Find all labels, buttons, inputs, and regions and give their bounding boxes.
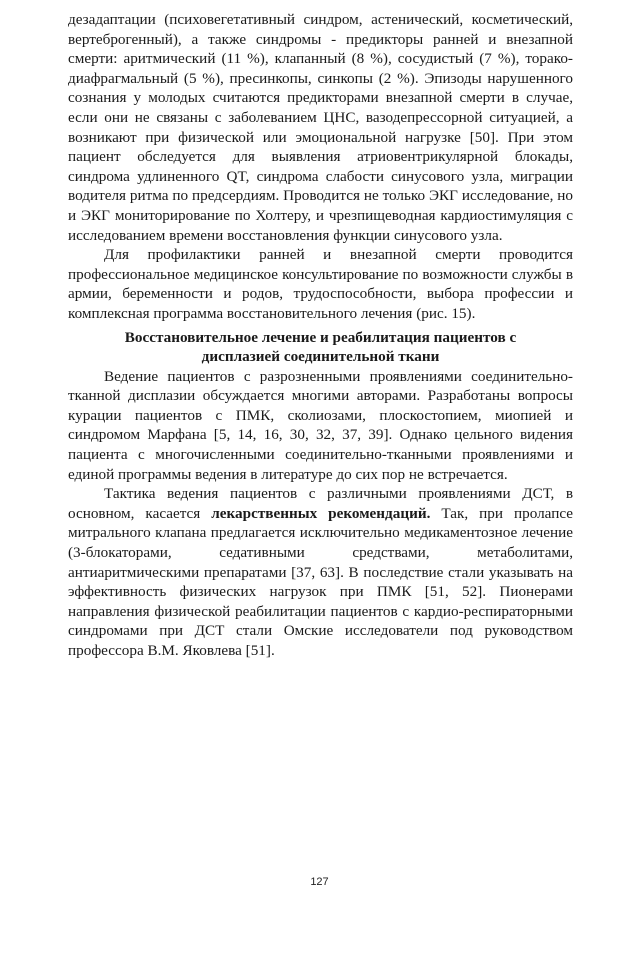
page-number: 127 <box>310 876 329 888</box>
tactics-text-end: Так, при пролапсе митрального клапана предлагается исключительно медикаментозное лечение (3-блокаторами, седативными средствами, метаболитами, антиаритмическими препаратами [37, 63]. В последствие стали указывать на эффективность физических нагрузок при ПМК [51, 52]. Пионерами направления физической реабилитации пациентов с кардио-респираторными синдромами при ДСТ стали Омские исследователи под руководством профессора В.М. Яковлева [51]. <box>68 504 574 659</box>
tactics-text-start: Тактика ведения пациентов с различными проявлениями ДСТ, в основном, касается <box>68 485 573 522</box>
section-heading-line-2: дисплазией соединительной ткани <box>201 348 440 366</box>
paragraph-syndromes: дезадаптации (психовегетативный синдром, астенический, косметический, вертеброгенный), а также синдромы - предикторы ранней и внезапной смерти: аритмический (11 %), клапанный (8 %), сосудистый (7 %), торако-диафрагмальный (5 %), пресинкопы, синкопы (2 %). Эпизоды нарушенного сознания у молодых считаются предикторами внезапной смерти в случае, если они не связаны с заболеванием ЦНС, вазодепрессорной ситуацией, а возникают при физической или эмоциональной нагрузке [50]. При этом пациент обследуется для выявления атриовентрикулярной блокады, синдрома удлиненного QT, синдрома слабости синусового узла, миграции водителя ритма по предсердиям. Проводится не только ЭКГ исследование, но и ЭКГ мониторирование по Холтеру, и чрезпищеводная кардиостимуляция с исследованием времени восстановления функции синусового узла. <box>68 11 573 244</box>
section-heading <box>68 328 573 367</box>
tactics-bold-phrase: лекарственных рекомендаций. <box>211 504 431 522</box>
paragraph-prophylaxis: Для профилактики ранней и внезапной смерти проводится профессиональное медицинское консультирование по возможности службы в армии, беременности и родов, трудоспособности, выбора профессии и комплексная программа восстановительного лечения (рис. 15). <box>68 246 573 322</box>
section-heading-line-1: Восстановительное лечение и реабилитация пациентов с <box>124 328 517 346</box>
document-page <box>68 10 573 661</box>
paragraph-patient-management: Ведение пациентов с разрозненными проявлениями соединительно-тканной дисплазии обсуждается многими авторами. Разработаны вопросы курации пациентов с ПМК, сколиозами, плоскостопием, миопией и синдромом Марфана [5, 14, 16, 30, 32, 37, 39]. Однако цельного видения пациента с многочисленными соединительно-тканными проявлениями и единой программы ведения в литературе до сих пор не встречается. <box>68 367 573 483</box>
paragraph-tactics <box>68 484 573 660</box>
